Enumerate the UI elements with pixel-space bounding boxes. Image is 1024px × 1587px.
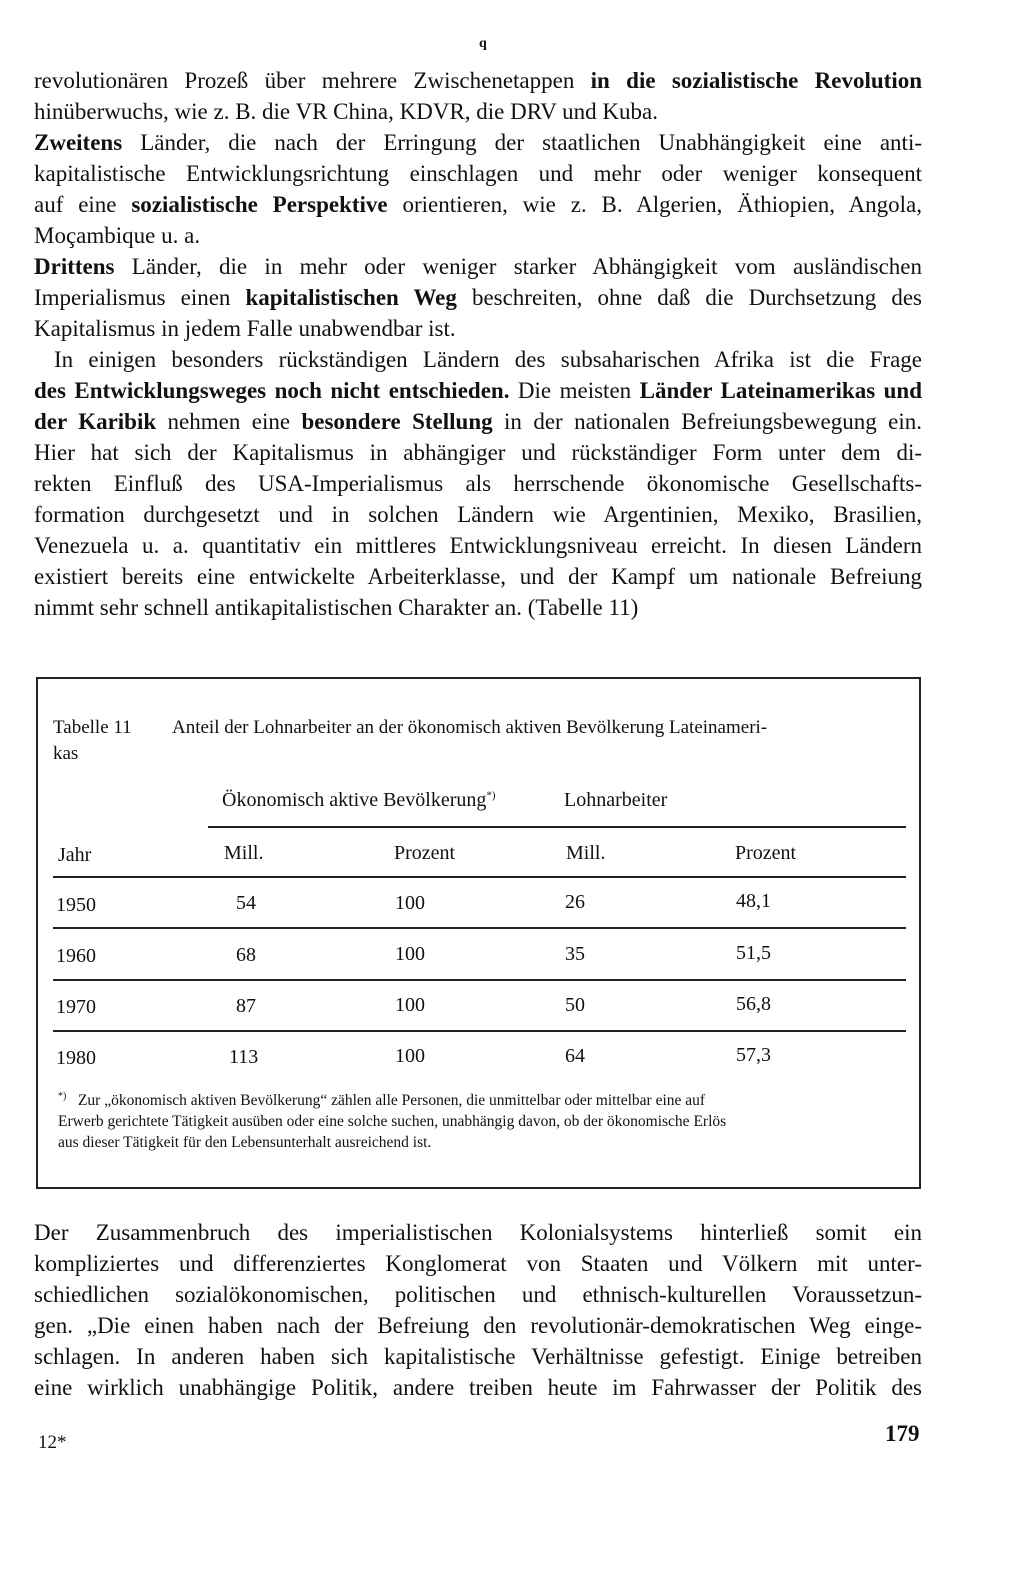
header-rule [53, 876, 906, 878]
text-line: auf eine sozialistische Perspektive orientieren, wie z. B. Algerien, Äthiopien, Angola, [34, 192, 922, 217]
text-line: des Entwicklungsweges noch nicht entschieden. Die meisten Länder Lateinamerikas und [34, 378, 922, 403]
table-title-continued: kas [53, 743, 79, 764]
text-line: der Karibik nehmen eine besondere Stellung in der nationalen Befreiungsbewegung ein. [34, 409, 922, 434]
row-rule [53, 979, 906, 981]
table-11 [36, 677, 921, 1189]
column-header-year: Jahr [58, 844, 92, 866]
page-number: 179 [885, 1421, 920, 1446]
cell-wage-mill: 26 [565, 891, 585, 913]
group-header-wage-workers: Lohnarbeiter [564, 789, 668, 811]
footnote-line: *) Zur „ökonomisch aktiven Bevölkerung“ zählen alle Personen, die unmittelbar oder mittelbar eine auf [58, 1091, 706, 1110]
cell-active-percent: 100 [395, 1045, 425, 1067]
text-line: rekten Einfluß des USA-Imperialismus als herrschende ökonomische Gesellschafts- [34, 471, 922, 496]
text-line: Venezuela u. a. quantitativ ein mittleres Entwicklungsniveau erreicht. In diesen Ländern [34, 533, 922, 558]
text-line: kompliziertes und differenziertes Konglomerat von Staaten und Völkern mit unter- [34, 1251, 922, 1276]
paragraph-1 [34, 65, 922, 344]
text-line: schiedlichen sozialökonomischen, politischen und ethnisch-kulturellen Voraussetzun- [34, 1282, 922, 1307]
cell-wage-percent: 48,1 [736, 890, 771, 912]
cell-year: 1960 [56, 945, 96, 967]
text-line: nimmt sehr schnell antikapitalistischen Charakter an. (Tabelle 11) [34, 595, 639, 620]
column-header-active-percent: Prozent [394, 842, 456, 864]
table-title: Anteil der Lohnarbeiter an der ökonomisch aktiven Bevölkerung Lateinameri- [172, 717, 768, 738]
table-label: Tabelle 11 [53, 717, 132, 738]
cell-wage-mill: 64 [565, 1045, 585, 1067]
text-line: gen. „Die einen haben nach der Befreiung den revolutionär-demokratischen Weg einge- [34, 1313, 922, 1338]
text-line: Drittens Länder, die in mehr oder weniger starker Abhängigkeit vom ausländischen [34, 254, 922, 279]
top-print-mark: q [479, 36, 487, 51]
text-line: Der Zusammenbruch des imperialistischen Kolonialsystems hinterließ somit ein [34, 1220, 922, 1245]
text-line: Imperialismus einen kapitalistischen Weg beschreiten, ohne daß die Durchsetzung des [34, 285, 922, 310]
column-header-wage-mill: Mill. [566, 842, 606, 864]
cell-wage-percent: 57,3 [736, 1044, 771, 1066]
text-line: Hier hat sich der Kapitalismus in abhängiger und rückständiger Form unter dem di- [34, 440, 922, 465]
column-header-wage-percent: Prozent [735, 842, 797, 864]
table-footnote [58, 1086, 918, 1153]
text-line: existiert bereits eine entwickelte Arbeiterklasse, und der Kampf um nationale Befreiung [34, 564, 922, 589]
cell-active-mill: 68 [236, 944, 256, 966]
cell-wage-percent: 51,5 [736, 942, 771, 964]
row-rule [53, 927, 906, 929]
text-line: schlagen. In anderen haben sich kapitalistische Verhältnisse gefestigt. Einige betreiben [34, 1344, 922, 1369]
cell-year: 1980 [56, 1047, 96, 1069]
text-line: formation durchgesetzt und in solchen Ländern wie Argentinien, Mexiko, Brasilien, [34, 502, 922, 527]
cell-active-percent: 100 [395, 892, 425, 914]
text-line: hinüberwuchs, wie z. B. die VR China, KDVR, die DRV und Kuba. [34, 99, 658, 124]
text-line: eine wirklich unabhängige Politik, andere treiben heute im Fahrwasser der Politik des [34, 1375, 922, 1400]
text-line: Zweitens Länder, die nach der Erringung der staatlichen Unabhängigkeit eine anti- [34, 130, 922, 155]
text-line: Moçambique u. a. [34, 223, 201, 248]
cell-active-mill: 54 [236, 892, 256, 914]
group-header-active-population: Ökonomisch aktive Bevölkerung*) [222, 789, 496, 811]
text-line: kapitalistische Entwicklungsrichtung einschlagen und mehr oder weniger konsequent [34, 161, 922, 186]
row-rule [53, 1030, 906, 1032]
cell-year: 1970 [56, 996, 96, 1018]
text-line: revolutionären Prozeß über mehrere Zwischenetappen in die sozialistische Revolution [34, 68, 922, 93]
column-header-active-mill: Mill. [224, 842, 264, 864]
cell-active-mill: 113 [229, 1046, 259, 1068]
paragraph-3 [34, 1217, 922, 1403]
cell-wage-mill: 35 [565, 943, 585, 965]
text-line: Kapitalismus in jedem Falle unabwendbar ist. [34, 316, 456, 341]
paragraph-2 [34, 344, 922, 623]
footnote-line: Erwerb gerichtete Tätigkeit ausüben oder eine solche suchen, unabhängig davon, ob der ökonomische Erlös [58, 1113, 727, 1131]
group-header-rule [208, 826, 906, 828]
cell-active-percent: 100 [395, 994, 425, 1016]
footnote-reference: *) [486, 789, 496, 802]
cell-wage-mill: 50 [565, 994, 585, 1016]
cell-year: 1950 [56, 894, 96, 916]
sheet-signature: 12* [38, 1432, 67, 1453]
cell-wage-percent: 56,8 [736, 993, 771, 1015]
footnote-line: aus dieser Tätigkeit für den Lebensunterhalt ausreichend ist. [58, 1134, 432, 1152]
text-line: In einigen besonders rückständigen Ländern des subsaharischen Afrika ist die Frage [54, 347, 922, 372]
cell-active-percent: 100 [395, 943, 425, 965]
cell-active-mill: 87 [236, 995, 256, 1017]
